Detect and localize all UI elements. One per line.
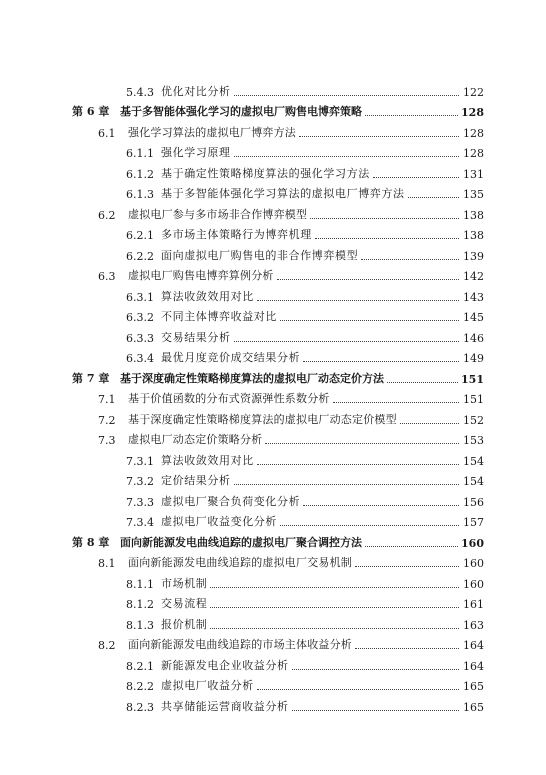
toc-entry-number: 6.1 (98, 126, 116, 140)
toc-dot-leader (355, 565, 459, 567)
toc-entry-page-number: 122 (463, 85, 484, 99)
toc-entry-page-number: 143 (463, 290, 484, 304)
toc-entry-page-number: 153 (463, 434, 484, 447)
toc-entry-page-number: 154 (463, 454, 484, 468)
toc-dot-leader (400, 422, 459, 424)
toc-entry-title: 虚拟电厂参与多市场非合作博弈模型 (128, 207, 308, 221)
toc-entry-page-number: 146 (463, 331, 484, 345)
toc-subsection-entry[interactable] (72, 181, 484, 202)
toc-entry-page-number: 138 (463, 229, 484, 242)
toc-entry-title: 面向新能源发电曲线追踪的虚拟电厂聚合调控方法 (120, 535, 362, 549)
toc-dot-leader (257, 463, 459, 465)
toc-dot-leader (234, 94, 459, 96)
toc-entry-number: 8.1.2 (126, 598, 154, 611)
toc-section-entry[interactable] (72, 406, 484, 427)
toc-dot-leader (333, 401, 459, 403)
toc-entry-page-number: 151 (461, 372, 484, 386)
toc-entry-page-number: 160 (463, 577, 484, 591)
toc-dot-leader (408, 196, 459, 198)
toc-subsection-entry[interactable] (72, 304, 484, 325)
toc-entry-title: 优化对比分析 (161, 84, 231, 98)
table-of-contents (72, 78, 484, 714)
toc-entry-title: 算法收敛效用对比 (161, 289, 254, 303)
toc-dot-leader (210, 606, 459, 608)
toc-dot-leader (365, 545, 458, 547)
toc-chapter-entry[interactable] (72, 529, 484, 550)
toc-entry-number: 8.2.3 (126, 700, 154, 714)
toc-section-entry[interactable] (72, 427, 484, 448)
toc-section-entry[interactable] (72, 263, 484, 284)
toc-subsection-entry[interactable] (72, 78, 484, 99)
toc-entry-number: 8.1 (98, 557, 116, 570)
toc-subsection-entry[interactable] (72, 447, 484, 468)
toc-entry-page-number: 163 (463, 618, 484, 632)
toc-dot-leader (299, 135, 459, 137)
toc-entry-number: 6.3.4 (126, 352, 154, 365)
toc-entry-title: 基于确定性策略梯度算法的强化学习方法 (161, 166, 370, 180)
toc-entry-title: 面向新能源发电曲线追踪的虚拟电厂交易机制 (128, 556, 352, 569)
toc-entry-title: 虚拟电厂动态定价策略分析 (128, 433, 263, 446)
toc-subsection-entry[interactable] (72, 242, 484, 263)
toc-entry-number: 8.2.1 (126, 659, 154, 673)
toc-entry-page-number: 151 (463, 393, 484, 406)
toc-entry-number: 6.3 (98, 270, 116, 283)
toc-dot-leader (280, 524, 459, 526)
toc-subsection-entry[interactable] (72, 324, 484, 345)
toc-dot-leader (265, 442, 459, 444)
toc-dot-leader (234, 340, 459, 342)
toc-entry-number: 6.1.3 (126, 188, 154, 201)
toc-entry-number: 第 8 章 (72, 535, 110, 549)
toc-entry-title: 虚拟电厂购售电博弈算例分析 (128, 269, 274, 282)
toc-entry-title: 虚拟电厂聚合负荷变化分析 (161, 494, 301, 508)
toc-chapter-entry[interactable] (72, 365, 484, 386)
toc-entry-number: 7.3.2 (126, 475, 154, 488)
toc-entry-title: 面向虚拟电厂购售电的非合作博弈模型 (161, 248, 359, 262)
toc-entry-title: 多市场主体策略行为博弈机理 (161, 228, 312, 241)
toc-entry-number: 7.3.3 (126, 495, 154, 509)
toc-subsection-entry[interactable] (72, 591, 484, 612)
toc-entry-page-number: 157 (463, 516, 484, 529)
toc-entry-title: 基于价值函数的分布式资源弹性系数分析 (128, 392, 330, 405)
toc-entry-number: 6.3.2 (126, 311, 154, 324)
toc-entry-title: 基于多智能体强化学习算法的虚拟电厂博弈方法 (161, 187, 405, 200)
toc-entry-title: 交易结果分析 (161, 330, 231, 344)
toc-section-entry[interactable] (72, 550, 484, 571)
toc-dot-leader (280, 319, 459, 321)
toc-entry-page-number: 131 (463, 167, 484, 181)
toc-entry-number: 6.2 (98, 208, 116, 222)
toc-entry-title: 最优月度竞价成交结果分析 (161, 351, 301, 364)
toc-entry-page-number: 164 (463, 639, 484, 652)
toc-dot-leader (303, 360, 459, 362)
toc-entry-page-number: 142 (463, 270, 484, 283)
toc-chapter-entry[interactable] (72, 99, 484, 120)
toc-entry-number: 第 7 章 (72, 371, 110, 385)
toc-subsection-entry[interactable] (72, 160, 484, 181)
toc-entry-page-number: 128 (463, 126, 484, 140)
toc-entry-page-number: 164 (463, 659, 484, 673)
toc-entry-title: 交易流程 (161, 597, 208, 610)
toc-entry-number: 7.3.1 (126, 454, 154, 468)
toc-subsection-entry[interactable] (72, 673, 484, 694)
toc-dot-leader (373, 176, 459, 178)
toc-section-entry[interactable] (72, 201, 484, 222)
toc-entry-page-number: 160 (463, 557, 484, 570)
toc-entry-title: 强化学习原理 (161, 146, 231, 159)
toc-subsection-entry[interactable] (72, 345, 484, 366)
toc-entry-page-number: 161 (463, 598, 484, 611)
toc-entry-page-number: 165 (463, 680, 484, 693)
toc-entry-title: 基于深度确定性策略梯度算法的虚拟电厂动态定价方法 (120, 371, 384, 385)
toc-entry-number: 8.2 (98, 639, 116, 652)
toc-dot-leader (310, 217, 459, 219)
toc-section-entry[interactable] (72, 119, 484, 140)
toc-entry-number: 6.1.1 (126, 147, 154, 160)
toc-subsection-entry[interactable] (72, 570, 484, 591)
toc-entry-number: 6.2.1 (126, 229, 154, 242)
toc-dot-leader (361, 258, 459, 260)
toc-entry-title: 共享储能运营商收益分析 (161, 699, 289, 713)
toc-entry-page-number: 139 (463, 249, 484, 263)
toc-dot-leader (210, 627, 459, 629)
toc-dot-leader (387, 381, 458, 383)
toc-entry-number: 5.4.3 (126, 85, 154, 99)
toc-subsection-entry[interactable] (72, 468, 484, 489)
toc-dot-leader (234, 155, 459, 157)
toc-dot-leader (315, 237, 459, 239)
toc-dot-leader (257, 299, 459, 301)
toc-dot-leader (292, 709, 459, 711)
toc-entry-page-number: 138 (463, 208, 484, 222)
toc-entry-number: 8.1.3 (126, 618, 154, 632)
toc-entry-number: 8.2.2 (126, 680, 154, 693)
toc-entry-number: 7.2 (98, 413, 116, 427)
toc-entry-number: 8.1.1 (126, 577, 154, 591)
toc-entry-title: 强化学习算法的虚拟电厂博弈方法 (128, 125, 296, 139)
toc-entry-title: 新能源发电企业收益分析 (161, 658, 289, 672)
toc-entry-number: 6.1.2 (126, 167, 154, 181)
toc-entry-number: 6.2.2 (126, 249, 154, 263)
toc-subsection-entry[interactable] (72, 488, 484, 509)
toc-entry-page-number: 149 (463, 352, 484, 365)
toc-dot-leader (303, 504, 459, 506)
toc-dot-leader (292, 668, 459, 670)
toc-entry-title: 不同主体博弈收益对比 (161, 310, 277, 323)
toc-entry-page-number: 128 (463, 147, 484, 160)
toc-entry-title: 面向新能源发电曲线追踪的市场主体收益分析 (128, 638, 352, 651)
toc-entry-page-number: 145 (463, 311, 484, 324)
toc-entry-title: 市场机制 (161, 576, 208, 590)
toc-subsection-entry[interactable] (72, 222, 484, 243)
toc-subsection-entry[interactable] (72, 140, 484, 161)
toc-subsection-entry[interactable] (72, 652, 484, 673)
toc-subsection-entry[interactable] (72, 283, 484, 304)
toc-entry-page-number: 128 (461, 106, 484, 119)
toc-entry-number: 6.3.1 (126, 290, 154, 304)
toc-subsection-entry[interactable] (72, 509, 484, 530)
toc-entry-number: 6.3.3 (126, 331, 154, 345)
toc-subsection-entry[interactable] (72, 693, 484, 714)
toc-dot-leader (210, 586, 459, 588)
toc-entry-title: 基于多智能体强化学习的虚拟电厂购售电博弈策略 (120, 105, 362, 118)
toc-dot-leader (365, 114, 458, 116)
toc-dot-leader (257, 688, 459, 690)
toc-entry-title: 虚拟电厂收益分析 (161, 679, 254, 692)
toc-entry-number: 7.1 (98, 393, 116, 406)
toc-entry-number: 7.3.4 (126, 516, 154, 529)
toc-entry-page-number: 154 (463, 475, 484, 488)
toc-dot-leader (234, 483, 459, 485)
toc-entry-page-number: 135 (463, 188, 484, 201)
toc-dot-leader (355, 647, 459, 649)
toc-entry-number: 7.3 (98, 434, 116, 447)
toc-entry-page-number: 152 (463, 413, 484, 427)
toc-entry-title: 虚拟电厂收益变化分析 (161, 515, 277, 528)
toc-section-entry[interactable] (72, 386, 484, 407)
toc-entry-title: 报价机制 (161, 617, 208, 631)
toc-entry-page-number: 160 (461, 536, 484, 550)
toc-entry-title: 定价结果分析 (161, 474, 231, 487)
toc-entry-title: 基于深度确定性策略梯度算法的虚拟电厂动态定价模型 (128, 412, 397, 426)
toc-entry-page-number: 165 (463, 700, 484, 714)
toc-entry-title: 算法收敛效用对比 (161, 453, 254, 467)
toc-dot-leader (277, 278, 459, 280)
toc-subsection-entry[interactable] (72, 611, 484, 632)
toc-entry-page-number: 156 (463, 495, 484, 509)
toc-section-entry[interactable] (72, 632, 484, 653)
toc-entry-number: 第 6 章 (72, 105, 110, 118)
